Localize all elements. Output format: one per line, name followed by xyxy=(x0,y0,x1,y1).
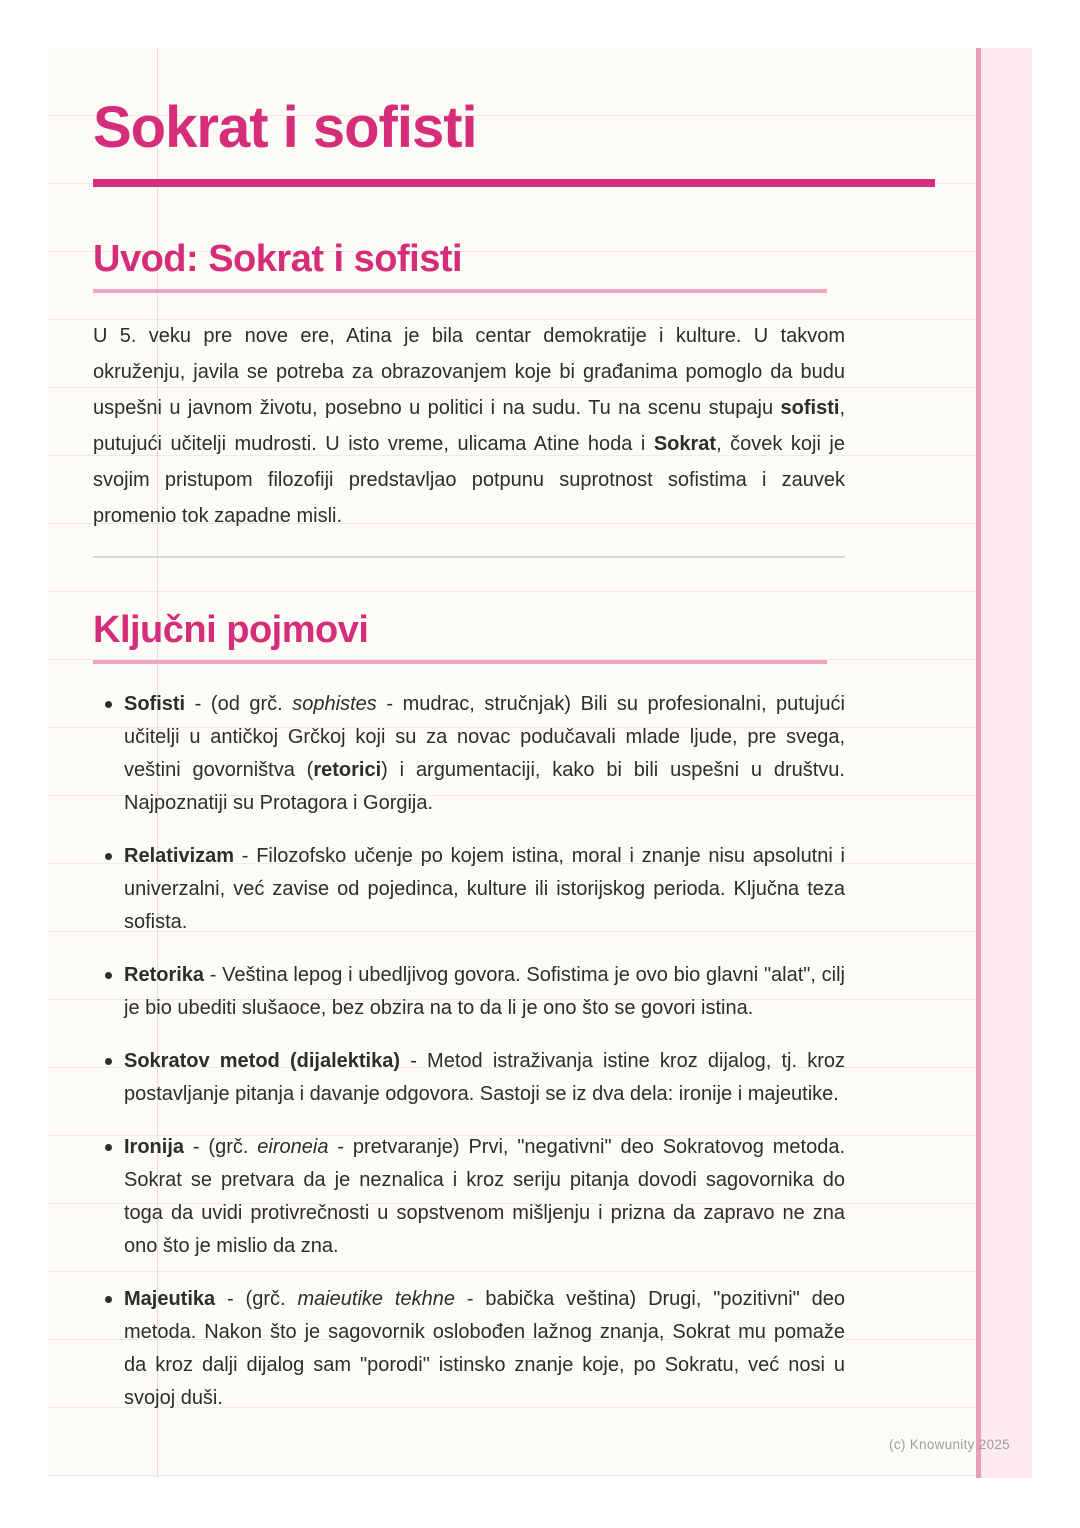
bullet-icon xyxy=(105,972,112,979)
pink-margin-stripe xyxy=(976,48,1032,1478)
list-item-text: Relativizam - Filozofsko učenje po kojem istina, moral i znanje nisu apsolutni i univerzalni, već zavise od pojedinca, kulture ili istorijskog perioda. Ključna teza sofista. xyxy=(124,845,845,933)
list-item-majeutika xyxy=(93,1283,845,1415)
bullet-icon xyxy=(105,1144,112,1151)
document-content xyxy=(93,95,846,1415)
title-rule xyxy=(93,179,935,187)
list-item-retorika xyxy=(93,959,845,1025)
list-item-text: Ironija - (grč. eironeia - pretvaranje) Prvi, "negativni" deo Sokratovog metoda. Sokrat se pretvara da je neznalica i kroz seriju pitanja dovodi sagovornika do toga da uvidi protivrečnosti u sopstvenom mišljenju i prizna da zapravo ne zna ono što je mislio da zna. xyxy=(124,1136,845,1257)
list-item-text: Sofisti - (od grč. sophistes - mudrac, stručnjak) Bili su profesionalni, putujući učitelji u antičkoj Grčkoj koji su za novac podučavali mlade ljude, pre svega, veštini govorništva (retorici) i argumentaciji, kako bi bili uspešni u društvu. Najpoznatiji su Protagora i Gorgija. xyxy=(124,693,845,814)
list-item-sofisti xyxy=(93,688,845,820)
list-item-relativizam xyxy=(93,840,845,939)
section-divider xyxy=(93,556,845,558)
list-item-sokratov-metod xyxy=(93,1045,845,1111)
section-heading-uvod: Uvod: Sokrat i sofisti xyxy=(93,238,463,280)
bullet-icon xyxy=(105,853,112,860)
list-item-text: Majeutika - (grč. maieutike tekhne - babička veština) Drugi, "pozitivni" deo metoda. Nakon što je sagovornik oslobođen lažnog znanja, Sokrat mu pomaže da kroz dalji dijalog sam "porodi" istinsko znanje koje, po Sokratu, već nosi u svojoj duši. xyxy=(124,1288,846,1409)
page-title: Sokrat i sofisti xyxy=(93,95,477,160)
list-item-text: Retorika - Veština lepog i ubedljivog govora. Sofistima je ovo bio glavni "alat", cilj je bio ubediti slušaoce, bez obzira na to da li je ono što se govori istina. xyxy=(124,964,845,1019)
key-terms-list xyxy=(93,688,845,1415)
bullet-icon xyxy=(105,1058,112,1065)
notebook-paper xyxy=(48,48,1032,1478)
list-item-text: Sokratov metod (dijalektika) - Metod istraživanja istine kroz dijalog, tj. kroz postavljanje pitanja i davanje odgovora. Sastoji se iz dva dela: ironije i majeutike. xyxy=(124,1050,845,1105)
watermark: (c) Knowunity 2025 xyxy=(889,1437,1010,1452)
heading-underline xyxy=(93,660,827,664)
section-heading-kljucni-pojmovi: Ključni pojmovi xyxy=(93,609,369,651)
bullet-icon xyxy=(105,1296,112,1303)
bullet-icon xyxy=(105,701,112,708)
list-item-ironija xyxy=(93,1131,845,1263)
heading-underline xyxy=(93,289,827,293)
intro-paragraph: U 5. veku pre nove ere, Atina je bila centar demokratije i kulture. U takvom okruženju, javila se potreba za obrazovanjem koje bi građanima pomoglo da budu uspešni u javnom životu, posebno u politici i na sudu. Tu na scenu stupaju sofisti, putujući učitelji mudrosti. U isto vreme, ulicama Atine hoda i Sokrat, čovek koji je svojim pristupom filozofiji predstavljao potpunu suprotnost sofistima i zauvek promenio tok zapadne misli. xyxy=(93,325,845,527)
